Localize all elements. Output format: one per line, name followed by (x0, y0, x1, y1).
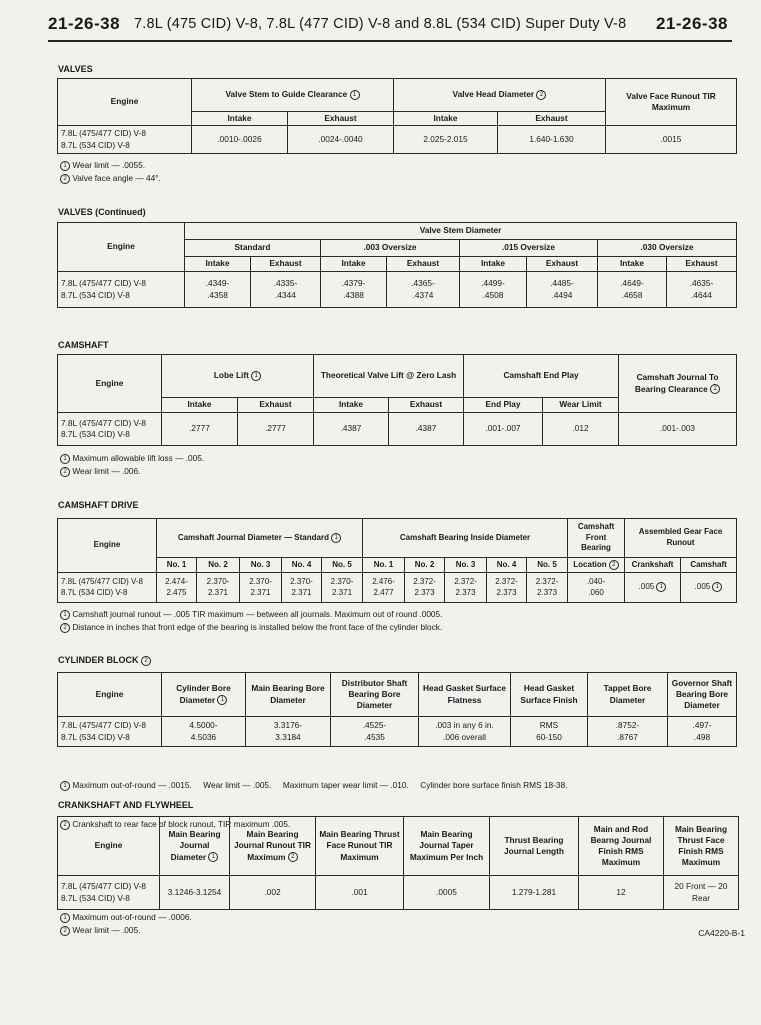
cyl-h-bore: Cylinder Bore Diameter (176, 683, 231, 705)
cyl-dist: .4525- .4535 (331, 717, 419, 747)
note-marker: 2 (60, 820, 70, 830)
cam-drive-h-bearing-dia: Camshaft Bearing Inside Diameter (363, 519, 568, 558)
valves2-h-intake: Intake (460, 257, 527, 272)
camshaft-journal-clear: .001-.003 (619, 413, 737, 446)
engine-a: 7.8L (475/477 CID) V-8 (61, 278, 147, 289)
cyl-h-engine: Engine (58, 673, 162, 717)
valves-note-1: Wear limit — .0055. (72, 160, 146, 170)
camshaft-lobe-intake: .2777 (162, 413, 238, 446)
camshaft-h-lobe: Lobe Lift (213, 370, 249, 381)
valves2-h-003: .003 Oversize (321, 240, 460, 257)
cyl-h-dist: Distributor Shaft Bearing Bore Diameter (331, 673, 419, 717)
cyl-bore: 4.5000- 4.5036 (162, 717, 246, 747)
camshaft-theo-intake: .4387 (314, 413, 389, 446)
cam-drive-journal-5: 2.370- 2.371 (322, 573, 363, 603)
cyl-note-2: Crankshaft to rear face of block runout, TIR maximum .005. (72, 819, 291, 829)
cam-drive-h-location: Location (573, 559, 607, 569)
page-title: 7.8L (475 CID) V-8, 7.8L (477 CID) V-8 and 8.8L (534 CID) Super Duty V-8 (134, 16, 627, 32)
valves2-std-intake: .4349- .4358 (185, 272, 251, 308)
crank-taper: .0005 (404, 876, 490, 910)
engine-a: 7.8L (475/477 CID) V-8 (61, 576, 143, 586)
camshaft-wear-limit: .012 (543, 413, 619, 446)
valves-h-intake: Intake (192, 112, 288, 126)
cam-drive-h-no5b: No. 5 (527, 558, 568, 573)
crank-rod-finish: 12 (579, 876, 664, 910)
cam-drive-h-engine: Engine (58, 519, 157, 573)
note-marker: 1 (60, 454, 70, 464)
valves2-015-intake: .4499- .4508 (460, 272, 527, 308)
valves2-003-exhaust: .4365- .4374 (387, 272, 460, 308)
note-marker: 1 (60, 781, 70, 791)
page-number-right: 21-26-38 (655, 14, 728, 33)
cyl-flat: .003 in any 6 in. .006 overall (419, 717, 511, 747)
engine-b: 8.7L (534 CID) V-8 (61, 139, 130, 150)
camshaft-lobe-exhaust: .2777 (238, 413, 314, 446)
cam-drive-cam-runout: .005 (694, 582, 711, 592)
valves-h-engine: Engine (58, 79, 192, 126)
valves-h-intake-2: Intake (394, 112, 498, 126)
note-2-marker: 2 (536, 90, 546, 100)
cam-drive-h-camshaft: Camshaft (681, 558, 737, 573)
engine-a: 7.8L (475/477 CID) V-8 (61, 720, 147, 731)
cyl-h-flat: Head Gasket Surface Flatness (419, 673, 511, 717)
cam-drive-h-no3b: No. 3 (445, 558, 487, 573)
note-marker: 2 (60, 623, 70, 633)
crank-thrust-len: 1.279-1.281 (490, 876, 579, 910)
valves-h-exhaust-2: Exhaust (498, 112, 606, 126)
camshaft-h-exhaust: Exhaust (238, 398, 314, 413)
cam-drive-h-no2: No. 2 (197, 558, 240, 573)
engine-b: 8.7L (534 CID) V-8 (61, 587, 128, 597)
note-1-marker: 1 (350, 90, 360, 100)
crank-note-2: Wear limit — .005. (72, 925, 141, 935)
cam-drive-table (57, 518, 737, 603)
crank-h-runout: Main Bearing Journal Runout TIR Maximum (234, 829, 311, 862)
crank-runout: .002 (230, 876, 316, 910)
valves2-030-intake: .4649- .4658 (598, 272, 667, 308)
note-marker: 2 (60, 467, 70, 477)
valves2-h-intake: Intake (321, 257, 387, 272)
cam-drive-h-no2b: No. 2 (405, 558, 445, 573)
camshaft-h-endplay: Camshaft End Play (464, 355, 619, 398)
camshaft-h-exhaust-2: Exhaust (389, 398, 464, 413)
cam-drive-journal-3: 2.370- 2.371 (240, 573, 282, 603)
note-2-marker: 2 (609, 560, 619, 570)
valves2-std-exhaust: .4335- .4344 (251, 272, 321, 308)
valves2-h-exhaust: Exhaust (251, 257, 321, 272)
cam-drive-h-gear-runout: Assembled Gear Face Runout (625, 519, 737, 558)
valves2-title: VALVES (Continued) (58, 207, 146, 217)
crank-h-journal-dia: Main Bearing Journal Diameter (168, 829, 221, 862)
engine-a: 7.8L (475/477 CID) V-8 (61, 417, 147, 428)
note-2-marker: 2 (710, 384, 720, 394)
crank-h-thrust-len: Thrust Bearing Journal Length (490, 817, 579, 876)
cyl-block-title: CYLINDER BLOCK (58, 655, 139, 665)
valves2-h-engine: Engine (58, 223, 185, 272)
cam-drive-note-2: Distance in inches that front edge of the bearing is installed below the front face of the cylinder block. (72, 622, 443, 632)
cyl-block-title-wrap (58, 655, 151, 666)
valves2-003-intake: .4379- .4388 (321, 272, 387, 308)
cam-drive-h-journal-dia: Camshaft Journal Diameter — Standard (177, 532, 329, 542)
note-marker: 2 (60, 174, 70, 184)
figure-code: CA4220-B-1 (698, 928, 745, 938)
cam-drive-h-front-bearing: Camshaft Front Bearing (568, 519, 625, 558)
camshaft-h-wear: Wear Limit (543, 398, 619, 413)
engine-a: 7.8L (475/477 CID) V-8 (61, 128, 147, 139)
valves-head-intake: 2.025-2.015 (394, 126, 498, 154)
note-1-marker: 1 (208, 852, 218, 862)
note-1-marker: 1 (217, 695, 227, 705)
camshaft-title: CAMSHAFT (58, 340, 109, 350)
crank-h-rod-finish: Main and Rod Bearng Journal Finish RMS Maximum (579, 817, 664, 876)
cam-drive-journal-4: 2.370- 2.371 (282, 573, 322, 603)
cam-drive-h-no1b: No. 1 (363, 558, 405, 573)
cam-drive-bearing-3: 2.372- 2.373 (445, 573, 487, 603)
cam-drive-note-1: Camshaft journal runout — .005 TIR maximum — between all journals. Maximum out of round .0005. (72, 609, 443, 619)
camshaft-h-journal: Camshaft Journal To Bearing Clearance (634, 372, 719, 394)
crank-h-taper: Main Bearing Journal Taper Maximum Per Inch (404, 817, 490, 876)
camshaft-note-2: Wear limit — .006. (72, 466, 141, 476)
cyl-gov: .497- .498 (668, 717, 737, 747)
cyl-h-tappet: Tappet Bore Diameter (588, 673, 668, 717)
cyl-finish: RMS 60-150 (511, 717, 588, 747)
note-1-marker: 1 (656, 582, 666, 592)
crank-title: CRANKSHAFT AND FLYWHEEL (58, 800, 194, 810)
crank-h-engine: Engine (58, 817, 160, 876)
valves-title: VALVES (58, 64, 93, 74)
cam-drive-h-no4b: No. 4 (487, 558, 527, 573)
note-2-marker: 2 (288, 852, 298, 862)
cyl-h-main-bore: Main Bearing Bore Diameter (246, 673, 331, 717)
cam-drive-journal-2: 2.370- 2.371 (197, 573, 240, 603)
engine-a: 7.8L (475/477 CID) V-8 (61, 881, 147, 892)
camshaft-h-intake: Intake (162, 398, 238, 413)
crank-table (57, 816, 739, 910)
valves-face-runout: .0015 (606, 126, 737, 154)
valves2-030-exhaust: .4635- .4644 (667, 272, 737, 308)
camshaft-h-intake-2: Intake (314, 398, 389, 413)
cam-drive-crank-runout: .005 (638, 582, 655, 592)
cyl-h-gov: Governor Shaft Bearing Bore Diameter (668, 673, 737, 717)
note-1-marker: 1 (712, 582, 722, 592)
valves-note-2: Valve face angle — 44°. (72, 173, 161, 183)
camshaft-h-engine: Engine (58, 355, 162, 413)
crank-h-thrust-finish: Main Bearing Thrust Face Finish RMS Maximum (664, 817, 739, 876)
cam-drive-h-no4: No. 4 (282, 558, 322, 573)
crank-journal-dia: 3.1246-3.1254 (160, 876, 230, 910)
camshaft-h-theo: Theoretical Valve Lift @ Zero Lash (314, 355, 464, 398)
crank-notes (60, 911, 192, 937)
crank-thrust-finish: 20 Front — 20 Rear (664, 876, 739, 910)
valves-h-face-runout: Valve Face Runout TIR Maximum (606, 79, 737, 126)
cam-drive-h-crankshaft: Crankshaft (625, 558, 681, 573)
cyl-block-table (57, 672, 737, 747)
cam-drive-bearing-5: 2.372- 2.373 (527, 573, 568, 603)
cam-drive-bearing-4: 2.372- 2.373 (487, 573, 527, 603)
valves-notes (60, 159, 161, 185)
note-2-marker: 2 (141, 656, 151, 666)
camshaft-note-1: Maximum allowable lift loss — .005. (72, 453, 205, 463)
crank-thrust-runout: .001 (316, 876, 404, 910)
valves2-h-intake: Intake (185, 257, 251, 272)
cam-drive-bearing-1: 2.476- 2.477 (363, 573, 405, 603)
header-rule (48, 40, 732, 42)
page-header (48, 14, 728, 38)
note-marker: 1 (60, 913, 70, 923)
note-marker: 2 (60, 926, 70, 936)
valves2-h-exhaust: Exhaust (667, 257, 737, 272)
cam-drive-h-no1: No. 1 (157, 558, 197, 573)
cam-drive-h-no5: No. 5 (322, 558, 363, 573)
note-marker: 1 (60, 161, 70, 171)
cam-drive-bearing-2: 2.372- 2.373 (405, 573, 445, 603)
valves2-h-exhaust: Exhaust (387, 257, 460, 272)
valves-table (57, 78, 737, 154)
valves-h-stem-clear: Valve Stem to Guide Clearance (225, 89, 348, 100)
note-marker: 1 (60, 610, 70, 620)
note-1-marker: 1 (251, 371, 261, 381)
crank-note-1: Maximum out-of-round — .0006. (72, 912, 192, 922)
engine-b: 8.7L (534 CID) V-8 (61, 731, 130, 742)
cam-drive-location: .040- .060 (568, 573, 625, 603)
camshaft-notes (60, 452, 204, 478)
valves-head-exhaust: 1.640-1.630 (498, 126, 606, 154)
camshaft-table (57, 354, 737, 446)
camshaft-h-end-play: End Play (464, 398, 543, 413)
crank-h-thrust-runout: Main Bearing Thrust Face Runout TIR Maximum (316, 817, 404, 876)
camshaft-end-play: .001-.007 (464, 413, 543, 446)
cam-drive-journal-1: 2.474- 2.475 (157, 573, 197, 603)
valves2-table (57, 222, 737, 308)
valves-stem-intake: .0010-.0026 (192, 126, 288, 154)
engine-b: 8.7L (534 CID) V-8 (61, 892, 130, 903)
cam-drive-notes (60, 608, 442, 634)
valves2-h-stem-dia: Valve Stem Diameter (185, 223, 737, 240)
valves-h-head-dia: Valve Head Diameter (452, 89, 535, 100)
cyl-main-bore: 3.3176- 3.3184 (246, 717, 331, 747)
valves-stem-exhaust: .0024-.0040 (288, 126, 394, 154)
cyl-h-finish: Head Gasket Surface Finish (511, 673, 588, 717)
cyl-tappet: .8752- .8767 (588, 717, 668, 747)
valves2-015-exhaust: .4485- .4494 (527, 272, 598, 308)
valves2-h-exhaust: Exhaust (527, 257, 598, 272)
valves2-h-030: .030 Oversize (598, 240, 737, 257)
cam-drive-title: CAMSHAFT DRIVE (58, 500, 139, 510)
engine-b: 8.7L (534 CID) V-8 (61, 289, 130, 300)
cyl-note-1: Maximum out-of-round — .0015. Wear limit — .005. Maximum taper wear limit — .010. Cylinder bore surface finish RMS 18-38. (72, 780, 568, 790)
valves2-h-standard: Standard (185, 240, 321, 257)
valves2-h-015: .015 Oversize (460, 240, 598, 257)
valves-h-exhaust: Exhaust (288, 112, 394, 126)
note-1-marker: 1 (331, 533, 341, 543)
engine-b: 8.7L (534 CID) V-8 (61, 429, 130, 439)
page-number-left: 21-26-38 (48, 14, 121, 33)
valves2-h-intake: Intake (598, 257, 667, 272)
cam-drive-h-no3: No. 3 (240, 558, 282, 573)
camshaft-theo-exhaust: .4387 (389, 413, 464, 446)
